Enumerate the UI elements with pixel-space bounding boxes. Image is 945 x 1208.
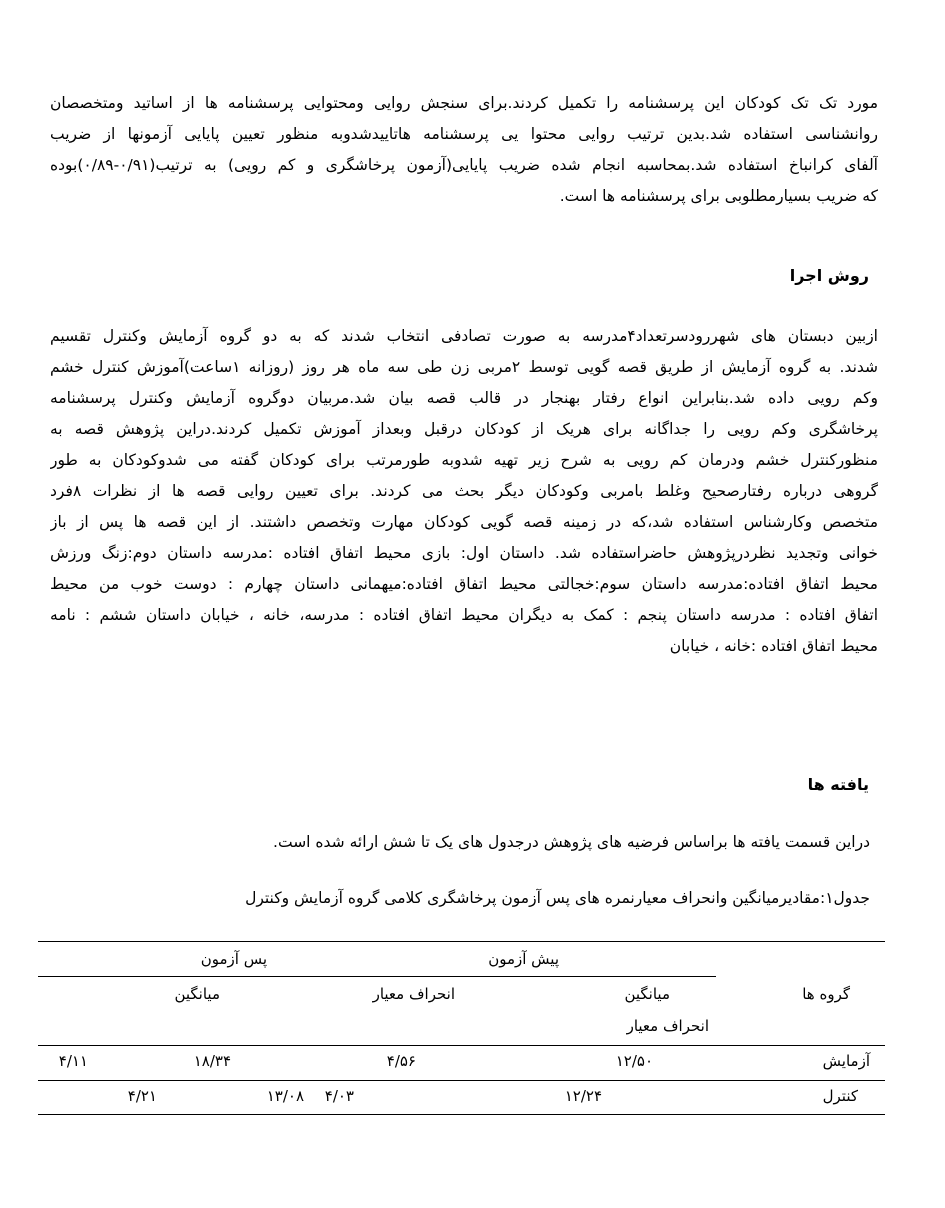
text-line: منظورکنترل خشم ودرمان کم رویی به شرح زیر تهیه شدوبه طورمرتب برای کودکان گفته می شدوکودکان به طور — [50, 451, 878, 469]
table-caption: جدول۱:مقادیرمیانگین وانحراف معیارنمره های پس آزمون پرخاشگری کلامی گروه آزمایش وکنترل — [245, 889, 870, 907]
table-bottom-rule — [38, 1114, 885, 1115]
section-heading-findings: یافته ها — [807, 775, 869, 794]
row-control-post-mean: ۱۳/۰۸ — [266, 1087, 304, 1105]
header-groups: گروه ها — [802, 985, 850, 1003]
text-line: محیط اتفاق افتاده :خانه ، خیابان — [669, 637, 878, 655]
table-top-rule — [38, 941, 885, 942]
text-line: روانشناسی استفاده شد.بدین ترتیب روایی محتوا یی پرسشنامه هاتاییدشدوبه منظور تعیین پایایی آزمونها از ضریب — [50, 125, 878, 143]
subheader-pre-mean-sd: انحراف معیار — [626, 1017, 709, 1035]
text-line: مورد تک تک کودکان این پرسشنامه را تکمیل کردند.برای سنجش روایی ومحتوایی پرسشنامه ها از اساتید ومتخصصان — [50, 94, 878, 112]
text-line: متخصص وکارشناس استفاده شد،که در زمینه قصه گویی کودکان مهارت وتخصص داشتند. از این قصه ها پس از باز — [50, 513, 878, 531]
section-heading-procedure: روش اجرا — [789, 266, 869, 285]
row-experiment-post-sd: ۴/۱۱ — [58, 1052, 88, 1070]
text-line: آلفای کرانباخ استفاده شد.بمحاسبه انجام شده ضریب پایایی(آزمون پرخاشگری و کم رویی) به ترتیب(۰/۹۱-۰/۸۹)بوده — [50, 156, 878, 174]
text-line: گروهی درباره رفتارصحیح وغلط بامربی وکودکان دیگر بحث می کردند. برای تعیین روایی قصه ها از نظرات ۸فرد — [50, 482, 878, 500]
subheader-pre-sd: انحراف معیار — [372, 985, 455, 1003]
row-control-group: کنترل — [822, 1087, 858, 1105]
table-row-rule — [38, 1080, 885, 1081]
row-experiment-pre-mean: ۱۲/۵۰ — [615, 1052, 653, 1070]
text-line: محیط اتفاق افتاده:مدرسه داستان سوم:خجالتی محیط اتفاق افتاده:میهمانی داستان چهارم : دوست خوب من محیط — [50, 575, 878, 593]
text-line: شدند. به گروه آزمایش از طریق قصه گویی توسط ۲مربی زن طی سه ماه هر روز (روزانه ۱ساعت)آموزش کنترل خشم — [50, 358, 878, 376]
subheader-post-mean: میانگین — [174, 985, 220, 1003]
text-line: وکم رویی داده شد.بنابراین انواع رفتار بهنجار در قالب قصه بیان شد.مربیان دوگروه آزمایش وکنترل پرسشنامه — [50, 389, 878, 407]
row-experiment-pre-sd: ۴/۵۶ — [386, 1052, 416, 1070]
text-line: ازبین دبستان های شهررودسرتعداد۴مدرسه به صورت تصادفی انتخاب شدند که به دو گروه آزمایش وکنترل تقسیم — [50, 327, 878, 345]
row-experiment-group: آزمایش — [822, 1052, 870, 1070]
paragraph-reliability — [50, 88, 878, 212]
findings-intro: دراین قسمت یافته ها براساس فرضیه های پژوهش درجدول های یک تا شش ارائه شده است. — [273, 833, 870, 851]
text-line: اتفاق افتاده : مدرسه داستان پنجم : کمک به دیگران محیط اتفاق افتاده : مدرسه، خانه ، خیابان داستان ششم : نامه — [50, 606, 878, 624]
row-control-pre-sd: ۴/۰۳ — [324, 1087, 354, 1105]
header-pretest: پیش آزمون — [488, 950, 559, 968]
paragraph-procedure — [50, 321, 878, 662]
row-control-pre-mean: ۱۲/۲۴ — [564, 1087, 602, 1105]
subheader-pre-mean: میانگین — [624, 985, 670, 1003]
header-posttest: پس آزمون — [200, 950, 267, 968]
text-line: پرخاشگری وکم رویی را جداگانه برای هریک از کودکان درقبل وبعداز آموزش تکمیل کردند.دراین پژوهش قصه به — [50, 420, 878, 438]
text-line: که ضریب بسیارمطلوبی برای پرسشنامه ها است. — [559, 187, 878, 205]
row-control-post-sd: ۴/۲۱ — [127, 1087, 157, 1105]
table-header-bottom-rule — [38, 1045, 885, 1046]
text-line: خوانی وتجدید نظردرپژوهش حاضراستفاده شد. داستان اول: بازی محیط اتفاق افتاده :مدرسه داستان دوم:زنگ ورزش — [50, 544, 878, 562]
table-subheader-rule — [38, 976, 716, 977]
row-experiment-post-mean: ۱۸/۳۴ — [193, 1052, 231, 1070]
